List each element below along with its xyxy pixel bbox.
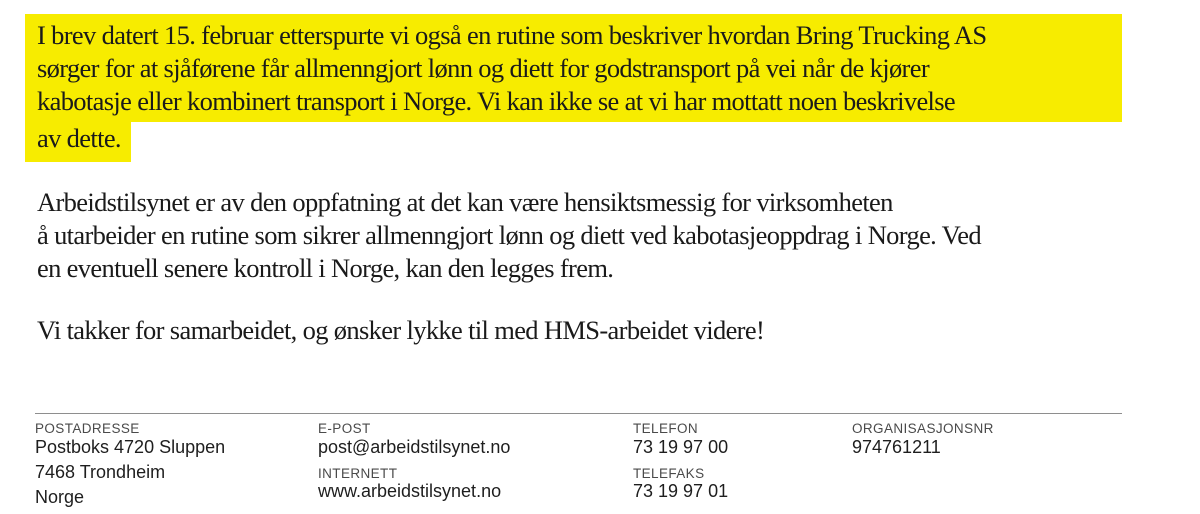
footer-phone-value: 73 19 97 00 — [633, 437, 729, 457]
footer-phone-label: TELEFON — [633, 421, 699, 436]
footer-internet-value: www.arbeidstilsynet.no — [318, 481, 502, 501]
paragraph-2-line-1: Arbeidstilsynet er av den oppfatning at det kan være hensiktsmessig for virksomheten — [37, 187, 893, 217]
footer-divider — [35, 413, 1122, 414]
paragraph-2-line-3: en eventuell senere kontroll i Norge, kan den legges frem. — [37, 253, 614, 283]
highlighted-text-line-4: av dette. — [25, 122, 131, 162]
footer-fax-value: 73 19 97 01 — [633, 481, 729, 501]
footer-postal-line-1: Postboks 4720 Sluppen — [35, 437, 226, 457]
closing-line: Vi takker for samarbeidet, og ønsker lykke til med HMS-arbeidet videre! — [37, 315, 765, 345]
paragraph-2-line-2: å utarbeider en rutine som sikrer allmenngjort lønn og diett ved kabotasjeoppdrag i Norge. Ved — [37, 220, 981, 250]
closing-paragraph — [37, 314, 764, 347]
footer-email-value: post@arbeidstilsynet.no — [318, 437, 511, 457]
highlighted-text-line-2: sørger for at sjåførene får allmenngjort lønn og diett for godstransport på vei når de kjører — [25, 52, 1122, 85]
footer-postal-line-3: Norge — [35, 487, 85, 507]
footer-orgnr-value: 974761211 — [852, 437, 941, 457]
highlighted-text-line-1: I brev datert 15. februar etterspurte vi også en rutine som beskriver hvordan Bring Trucking AS — [25, 14, 1122, 52]
footer-internet-label: INTERNETT — [318, 466, 398, 481]
footer-email-label: E-POST — [318, 421, 371, 436]
footer-orgnr-label: ORGANISASJONSNR — [852, 421, 994, 436]
highlighted-text-line-3: kabotasje eller kombinert transport i Norge. Vi kan ikke se at vi har mottatt noen beskrivelse — [25, 85, 1122, 122]
highlighted-paragraph — [25, 14, 1122, 162]
footer-postal-line-2: 7468 Trondheim — [35, 462, 166, 482]
footer-postal-label: POSTADRESSE — [35, 421, 140, 436]
footer-fax-label: TELEFAKS — [633, 466, 705, 481]
paragraph-recommendation — [37, 186, 981, 285]
